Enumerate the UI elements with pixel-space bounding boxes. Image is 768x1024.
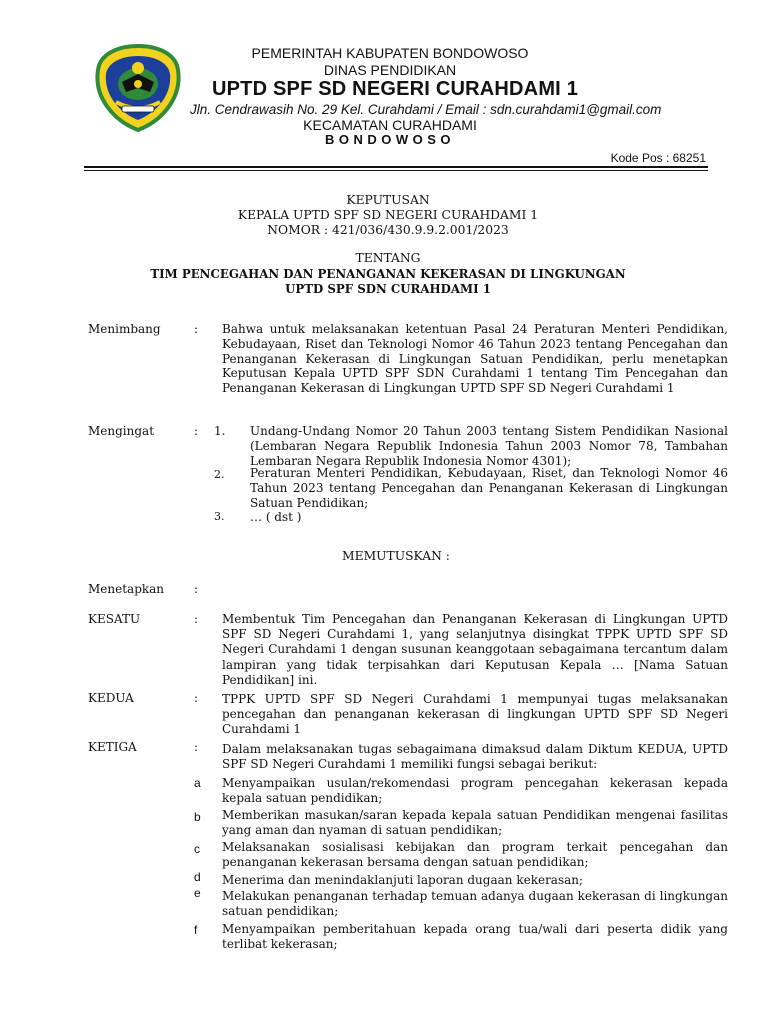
ketiga-item-letter: b [194,810,201,824]
kesatu-text: Membentuk Tim Pencegahan dan Penanganan Kekerasan di Lingkungan UPTD SPF SD Negeri Curahdami 1, yang selanjutnya disingkat TPPK UPTD SPF SD Negeri Curahdami 1 dengan susunan keanggotaan sebagaimana tercantum dalam lampiran yang tidak terpisahkan dari Keputusan Kepala … [Nama Satuan Pendidikan] ini. [222,612,728,687]
decree-subject-line2: UPTD SPF SDN CURAHDAMI 1 [285,282,491,296]
decree-number: NOMOR : 421/036/430.9.9.2.001/2023 [267,223,509,237]
mengingat-item-number: 2. [214,468,225,481]
letterhead-address: Jln. Cendrawasih No. 29 Kel. Curahdami / Email : sdn.curahdami1@gmail.com [190,102,662,117]
mengingat-label: Mengingat [88,424,155,438]
letterhead-regency: BONDOWOSO [324,132,456,147]
decree-official: KEPALA UPTD SPF SD NEGERI CURAHDAMI 1 [237,208,539,222]
ketiga-colon: : [194,740,199,754]
ketiga-intro: Dalam melaksanakan tugas sebagaimana dimaksud dalam Diktum KEDUA, UPTD SPF SD Negeri Curahdami 1 memiliki fungsi sebagai berikut: [222,742,728,772]
letterhead-divider [84,166,708,168]
mengingat-item-text: Undang-Undang Nomor 20 Tahun 2003 tentang Sistem Pendidikan Nasional (Lembaran Negara Republik Indonesia Tahun 2003 Nomor 78, Tambahan Lembaran Negara Republik Indonesia Nomor 4301); [250,424,728,468]
ketiga-item-letter: f [194,923,198,937]
ketiga-item-letter: c [194,842,200,856]
ketiga-item-text: Memberikan masukan/saran kepada kepala satuan Pendidikan mengenai fasilitas yang aman dan nyaman di satuan pendidikan; [222,808,728,838]
letterhead-postal-code: Kode Pos : 68251 [610,151,706,165]
letterhead-district: KECAMATAN CURAHDAMI [303,117,477,133]
mengingat-item-number: 1. [214,424,226,438]
kedua-text: TPPK UPTD SPF SD Negeri Curahdami 1 mempunyai tugas melaksanakan pencegahan dan penanganan kekerasan di lingkungan UPTD SPF SD Negeri Curahdami 1 [222,692,728,737]
ketiga-item-letter: e [194,886,201,900]
mengingat-item-text: Peraturan Menteri Pendidikan, Kebudayaan, Riset, dan Teknologi Nomor 46 Tahun 2023 tentang Pencegahan dan Penanganan Kekerasan di Lingkungan Satuan Pendidikan; [250,466,728,510]
menetapkan-colon: : [194,582,199,596]
kesatu-colon: : [194,612,199,626]
decree-subject-line1: TIM PENCEGAHAN DAN PENANGANAN KEKERASAN DI LINGKUNGAN [150,267,626,281]
ketiga-item-text: Menerima dan menindaklanjuti laporan dugaan kekerasan; [222,873,584,887]
letterhead-school-name: UPTD SPF SD NEGERI CURAHDAMI 1 [211,78,579,100]
decree-about-label: TENTANG [355,251,421,265]
menimbang-text: Bahwa untuk melaksanakan ketentuan Pasal 24 Peraturan Menteri Pendidikan, Kebudayaan, Riset dan Teknologi Nomor 46 Tahun 2023 tentang Pencegahan dan Penanganan Kekerasan di Lingkungan Satuan Pendidikan, perlu menetapkan Keputusan Kepala UPTD SPF SDN Curahdami 1 tentang Tim Pencegahan dan Penanganan Kekerasan di Lingkungan UPTD SPF SD Negeri Curahdami 1 [222,322,728,396]
kesatu-label: KESATU [88,612,141,626]
kedua-label: KEDUA [88,691,134,705]
mengingat-item-number: 3. [214,510,225,523]
letterhead-agency: DINAS PENDIDIKAN [323,62,457,78]
ketiga-item-text: Melakukan penanganan terhadap temuan adanya dugaan kekerasan di lingkungan satuan pendidikan; [222,889,728,919]
menimbang-label: Menimbang [88,322,161,336]
menimbang-colon: : [194,322,199,336]
ketiga-item-letter: a [194,776,201,790]
regency-emblem-icon [92,44,184,132]
ketiga-item-letter: d [194,870,201,884]
ketiga-item-text: Menyampaikan pemberitahuan kepada orang tua/wali dari peserta didik yang terlibat kekerasan; [222,922,728,952]
mengingat-colon: : [194,424,199,438]
letterhead-divider-thin [84,170,708,171]
decree-heading: KEPUTUSAN [346,193,430,207]
ketiga-label: KETIGA [88,740,137,754]
ketiga-item-text: Menyampaikan usulan/rekomendasi program pencegahan kekerasan kepada kepala satuan pendidikan; [222,776,728,806]
mengingat-item-text: … ( dst ) [250,510,302,524]
memutuskan-heading: MEMUTUSKAN : [342,549,450,563]
letterhead-government: PEMERINTAH KABUPATEN BONDOWOSO [251,45,529,61]
kedua-colon: : [194,691,199,705]
menetapkan-label: Menetapkan [88,582,165,596]
ketiga-item-text: Melaksanakan sosialisasi kebijakan dan program terkait pencegahan dan penanganan kekerasan bersama dengan satuan pendidikan; [222,840,728,870]
